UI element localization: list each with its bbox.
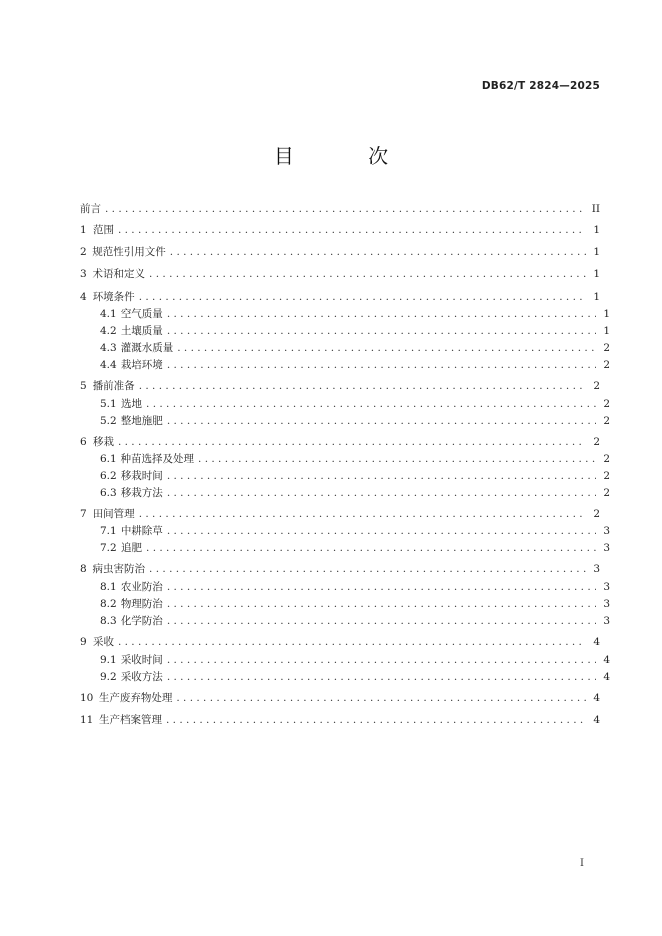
toc-entry[interactable] (80, 711, 600, 729)
toc-entry-label: 选地 (121, 398, 143, 410)
toc-entry-page: 3 (593, 563, 600, 575)
toc-entry-label: 播前准备 (92, 380, 135, 392)
toc-entry-number: 6 (80, 436, 87, 448)
toc-dot-leader (139, 505, 586, 523)
toc-entry[interactable] (90, 305, 610, 323)
toc-entry-label: 生产废弃物处理 (98, 692, 173, 704)
toc-entry-page: 3 (603, 542, 610, 554)
toc-entry[interactable] (90, 395, 610, 413)
toc-entry-label: 术语和定义 (92, 268, 146, 280)
toc-entry[interactable] (80, 243, 600, 261)
toc-entry-number: 4.2 (100, 325, 117, 337)
toc-entry-number: 4.1 (100, 308, 117, 320)
toc-dot-leader (139, 288, 586, 306)
toc-entry[interactable] (80, 221, 600, 239)
toc-entry-label: 栽培环境 (120, 359, 163, 371)
toc-entry-label: 整地施肥 (120, 415, 163, 427)
toc-entry[interactable] (90, 467, 610, 485)
toc-entry-number: 7.1 (100, 525, 117, 537)
toc-entry-number: 10 (80, 692, 94, 704)
toc-dot-leader (198, 450, 596, 468)
toc-entry-page: 4 (603, 654, 610, 666)
toc-entry-page: 1 (593, 246, 600, 258)
page-title: 目 次 (273, 144, 423, 168)
toc-dot-leader (167, 467, 596, 485)
toc-entry-page: 2 (603, 359, 610, 371)
toc-entry[interactable] (80, 288, 600, 306)
toc-entry[interactable] (90, 356, 610, 374)
toc-entry-label: 农业防治 (120, 581, 163, 593)
toc-entry-page: 2 (603, 470, 610, 482)
toc-entry-page: 3 (603, 598, 610, 610)
toc-entry-page: 4 (603, 671, 610, 683)
toc-dot-leader (149, 265, 586, 283)
toc-entry-page: 4 (593, 714, 600, 726)
toc-entry-label: 中耕除草 (120, 525, 163, 537)
toc-entry-number: 7 (80, 508, 87, 520)
toc-entry-page: 1 (593, 268, 600, 280)
toc-entry-label: 环境条件 (92, 291, 135, 303)
toc-entry-label: 移栽 (92, 436, 114, 448)
toc-entry-number: 8.2 (100, 598, 117, 610)
toc-entry-number: 3 (80, 268, 87, 280)
toc-entry[interactable] (80, 689, 600, 707)
toc-entry-number: 4.4 (100, 359, 117, 371)
toc-entry-page: 2 (603, 453, 610, 465)
toc-dot-leader (118, 221, 586, 239)
toc-dot-leader (139, 377, 586, 395)
toc-entry[interactable] (90, 668, 610, 686)
toc-entry-page: 1 (593, 291, 600, 303)
toc-entry[interactable] (90, 412, 610, 430)
toc-dot-leader (118, 433, 586, 451)
toc-entry-label: 灌溉水质量 (120, 342, 174, 354)
toc-entry-label: 种苗选择及处理 (120, 453, 195, 465)
toc-dot-leader (167, 484, 596, 502)
toc-entry-label: 采收 (92, 636, 114, 648)
toc-entry-number: 6.1 (100, 453, 117, 465)
toc-entry-label: 化学防治 (120, 615, 163, 627)
toc-entry-label: 移栽时间 (120, 470, 163, 482)
toc-entry-label: 病虫害防治 (92, 563, 146, 575)
toc-entry-number: 2 (80, 246, 87, 258)
toc-dot-leader (167, 522, 596, 540)
toc-entry-label: 田间管理 (92, 508, 135, 520)
toc-entry-label: 物理防治 (120, 598, 163, 610)
toc-dot-leader (170, 243, 586, 261)
toc-entry[interactable] (80, 433, 600, 451)
toc-entry-number: 8 (80, 563, 87, 575)
toc-entry[interactable] (90, 595, 610, 613)
toc-entry[interactable] (90, 651, 610, 669)
document-code: DB62/T 2824—2025 (481, 80, 600, 92)
toc-entry-page: 1 (603, 325, 610, 337)
toc-entry[interactable] (90, 522, 610, 540)
toc-entry-number: 6.2 (100, 470, 117, 482)
toc-entry[interactable] (90, 484, 610, 502)
toc-entry[interactable] (80, 633, 600, 651)
toc-entry-number: 5 (80, 380, 87, 392)
toc-entry-number: 8.3 (100, 615, 117, 627)
toc-entry-page: 2 (603, 487, 610, 499)
toc-entry-page: 2 (593, 380, 600, 392)
toc-entry-page: 3 (603, 581, 610, 593)
toc-entry[interactable] (80, 505, 600, 523)
toc-entry-number: 4.3 (100, 342, 117, 354)
toc-entry-page: 2 (593, 436, 600, 448)
toc-entry-label: 规范性引用文件 (92, 246, 166, 258)
toc-entry-number: 9 (80, 636, 87, 648)
toc-dot-leader (167, 651, 596, 669)
toc-entry[interactable] (80, 377, 600, 395)
toc-entry-number: 1 (80, 224, 87, 236)
toc-dot-leader (167, 412, 596, 430)
toc-dot-leader (167, 578, 596, 596)
toc-dot-leader (146, 395, 596, 413)
toc-entry[interactable] (90, 450, 610, 468)
toc-dot-leader (149, 560, 586, 578)
toc-entry-number: 5.1 (100, 398, 117, 410)
toc-entry-page: II (591, 203, 600, 215)
toc-entry-number: 6.3 (100, 487, 117, 499)
toc-entry-label: 生产档案管理 (99, 714, 162, 726)
toc-dot-leader (166, 711, 586, 729)
toc-dot-leader (146, 539, 596, 557)
toc-entry-page: 3 (603, 615, 610, 627)
toc-entry[interactable] (90, 578, 610, 596)
toc-entry-number: 8.1 (100, 581, 117, 593)
toc-entry-label: 范围 (92, 224, 114, 236)
toc-entry-label: 空气质量 (120, 308, 163, 320)
toc-entry[interactable] (90, 612, 610, 630)
toc-entry[interactable] (90, 539, 610, 557)
toc-dot-leader (105, 200, 586, 218)
toc-entry-number: 9.2 (100, 671, 117, 683)
toc-entry-number: 7.2 (100, 542, 117, 554)
toc-dot-leader (167, 305, 596, 323)
toc-entry[interactable] (90, 339, 610, 357)
toc-entry-label: 移栽方法 (120, 487, 163, 499)
page-number: I (580, 858, 584, 869)
toc-entry[interactable] (80, 560, 600, 578)
toc-entry-number: 4 (80, 291, 87, 303)
toc-dot-leader (177, 339, 596, 357)
toc-entry[interactable] (80, 200, 600, 218)
toc-dot-leader (167, 595, 596, 613)
toc-entry-page: 2 (603, 415, 610, 427)
toc-dot-leader (167, 668, 596, 686)
toc-entry-page: 4 (593, 636, 600, 648)
toc-entry-page: 1 (603, 308, 610, 320)
toc-entry-page: 4 (593, 692, 600, 704)
toc-dot-leader (118, 633, 586, 651)
toc-entry-label: 采收方法 (120, 671, 163, 683)
toc-entry-label: 追肥 (121, 542, 143, 554)
toc-entry-label: 土壤质量 (120, 325, 163, 337)
toc-dot-leader (167, 612, 596, 630)
toc-entry-label: 前言 (80, 203, 101, 215)
toc-entry-number: 5.2 (100, 415, 117, 427)
toc-entry-page: 2 (603, 342, 610, 354)
toc-entry-number: 11 (80, 714, 94, 726)
toc-entry-page: 1 (593, 224, 600, 236)
toc-dot-leader (167, 356, 596, 374)
toc-entry-page: 2 (603, 398, 610, 410)
toc-entry-number: 9.1 (100, 654, 117, 666)
toc-dot-leader (167, 322, 596, 340)
toc-entry-page: 2 (593, 508, 600, 520)
toc-entry[interactable] (80, 265, 600, 283)
toc-dot-leader (176, 689, 586, 707)
toc-entry-label: 采收时间 (120, 654, 163, 666)
toc-entry[interactable] (90, 322, 610, 340)
toc-entry-page: 3 (603, 525, 610, 537)
